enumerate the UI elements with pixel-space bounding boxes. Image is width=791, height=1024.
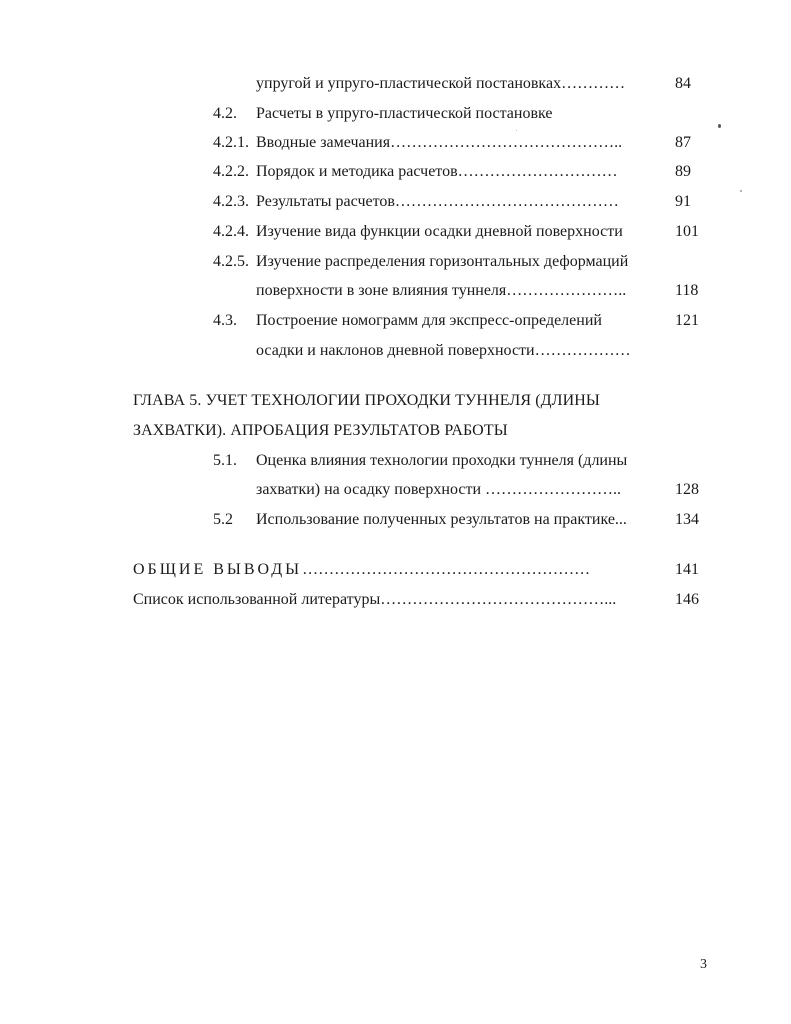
toc-entry-number: 4.2. [213, 105, 237, 122]
toc-entry-text: Порядок и методика расчетов………………………… [256, 163, 618, 180]
toc-entry-number: 4.2.3. [213, 193, 249, 210]
toc-entry-page: 87 [675, 134, 691, 151]
toc-entry-text: захватки) на осадку поверхности …………………….. [256, 481, 621, 498]
toc-entry-page: 141 [675, 561, 699, 578]
toc-entry-number: 4.2.2. [213, 163, 249, 180]
toc-entry-conclusions [133, 560, 590, 580]
toc-entry-page: 121 [675, 312, 699, 329]
toc-entry-text: упругой и упруго-пластической постановках………… [256, 75, 626, 92]
toc-entry-text: Построение номограмм для экспресс-определений [256, 312, 602, 329]
toc-entry-number: 5.2 [213, 511, 233, 528]
scan-speck [740, 190, 742, 192]
toc-entry-page: 134 [675, 511, 699, 528]
toc-entry-page: 146 [675, 591, 699, 608]
toc-entry-page: 91 [675, 193, 691, 210]
toc-entry-text: Оценка влияния технологии проходки туннеля (длины [256, 452, 628, 469]
toc-entry-number: 4.2.5. [213, 253, 249, 270]
conclusions-label: ОБЩИЕ ВЫВОДЫ [133, 561, 303, 578]
toc-entry-text: Вводные замечания…………………………………….. [256, 134, 623, 151]
toc-entry-page: 89 [675, 163, 691, 180]
toc-entry-text: Расчеты в упруго-пластической постановке [256, 105, 553, 122]
toc-entry-text: поверхности в зоне влияния туннеля………………….. [256, 282, 627, 299]
chapter-heading: ЗАХВАТКИ). АПРОБАЦИЯ РЕЗУЛЬТАТОВ РАБОТЫ [133, 422, 508, 439]
toc-entry-page: 128 [675, 481, 699, 498]
chapter-heading: ГЛАВА 5. УЧЕТ ТЕХНОЛОГИИ ПРОХОДКИ ТУННЕЛЯ (ДЛИНЫ [133, 392, 600, 409]
toc-entry-text: Результаты расчетов…………………………………… [256, 193, 619, 210]
page-number: 3 [700, 957, 707, 972]
toc-entry-number: 4.2.1. [213, 134, 249, 151]
toc-entry-text: Использование полученных результатов на практике... [256, 511, 627, 528]
toc-entry-text: Изучение вида функции осадки дневной поверхности [256, 223, 623, 240]
scan-speck [516, 130, 517, 131]
toc-entry-text: Список использованной литературы……………………………………... [133, 591, 617, 608]
scan-speck [718, 124, 721, 128]
toc-entry-number: 5.1. [213, 452, 237, 469]
toc-entry-text: осадки и наклонов дневной поверхности……………… [256, 342, 631, 359]
toc-entry-page: 118 [675, 282, 699, 299]
toc-entry-text: Изучение распределения горизонтальных деформаций [256, 253, 629, 270]
toc-entry-number: 4.3. [213, 312, 237, 329]
toc-entry-page: 84 [675, 75, 691, 92]
toc-entry-number: 4.2.4. [213, 223, 249, 240]
conclusions-dots: ……………………………………………… [302, 561, 591, 578]
toc-entry-page: 101 [675, 223, 699, 240]
